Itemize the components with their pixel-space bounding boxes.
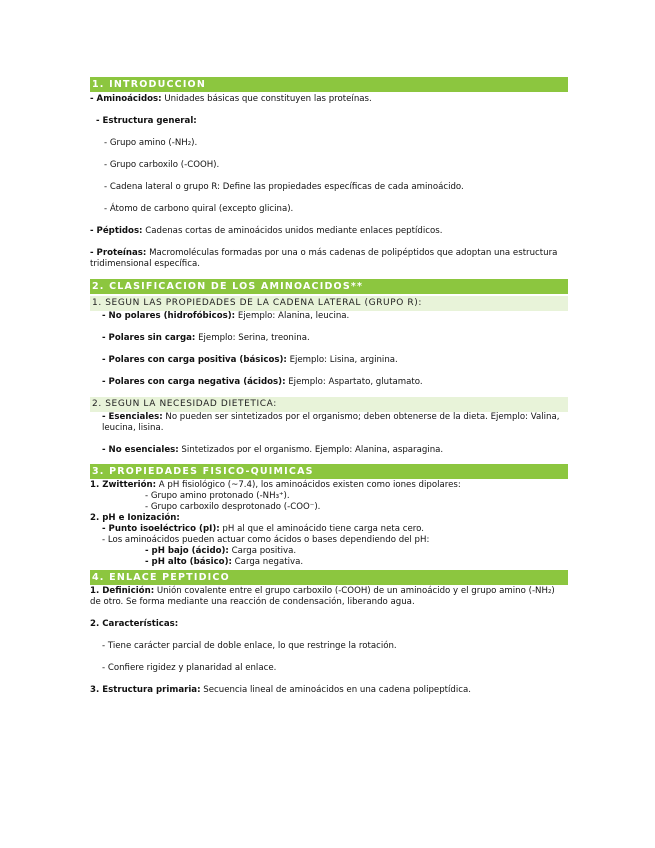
ph-bajo-line (90, 546, 568, 557)
list-item: - Átomo de carbono quiral (excepto glicina). (104, 204, 294, 214)
proteinas-label: - Proteínas: (90, 248, 147, 258)
estructura-general-label: - Estructura general: (96, 116, 197, 126)
zwitterion-line (90, 480, 568, 491)
proteinas-line (90, 248, 568, 270)
subsection-cadena-lateral: 1. SEGUN LAS PROPIEDADES DE LA CADENA LATERAL (GRUPO R): (90, 296, 568, 311)
section-title-clasificacion: 2. CLASIFICACION DE LOS AMINOACIDOS** (90, 279, 568, 294)
section-title-propiedades: 3. PROPIEDADES FISICO-QUIMICAS (90, 464, 568, 479)
zwitterion-text: A pH fisiológico (~7.4), los aminoácidos existen como iones dipolares: (156, 480, 461, 490)
subsection-necesidad-dietetica: 2. SEGUN LA NECESIDAD DIETETICA: (90, 397, 568, 412)
no-esenciales-text: Sintetizados por el organismo. Ejemplo: Alanina, asparagina. (178, 445, 444, 455)
no-esenciales-line (90, 445, 568, 456)
aminoacidos-text: Unidades básicas que constituyen las proteínas. (161, 94, 372, 104)
ph-alto-text: Carga negativa. (231, 557, 304, 567)
list-item: - Tiene carácter parcial de doble enlace, lo que restringe la rotación. (102, 641, 397, 651)
punto-isoelectrico-line (90, 524, 568, 535)
ph-alto-line (90, 557, 568, 568)
prop-label: - Polares con carga negativa (ácidos): (102, 377, 286, 387)
peptidos-text: Cadenas cortas de aminoácidos unidos mediante enlaces peptídicos. (142, 226, 443, 236)
no-esenciales-label: - No esenciales: (102, 445, 179, 455)
list-item: - Confiere rigidez y planaridad al enlace. (102, 663, 277, 673)
list-item: - Grupo amino (-NH₂). (104, 138, 198, 148)
esenciales-label: - Esenciales: (102, 412, 163, 422)
ph-bajo-text: Carga positiva. (228, 546, 297, 556)
prop-text: Ejemplo: Alanina, leucina. (235, 311, 350, 321)
aminoacidos-line (90, 94, 568, 105)
punto-isoelectrico-text: pH al que el aminoácido tiene carga neta cero. (219, 524, 424, 534)
section-title-introduccion: 1. INTRODUCCION (90, 77, 568, 92)
peptidos-line (90, 226, 568, 237)
list-item: - Grupo amino protonado (-NH₃⁺). (145, 491, 290, 501)
prop-label: - Polares sin carga: (102, 333, 196, 343)
esenciales-line (90, 412, 568, 434)
estructura-primaria-text: Secuencia lineal de aminoácidos en una cadena polipeptídica. (200, 685, 471, 695)
definicion-text: Unión covalente entre el grupo carboxilo (-COOH) de un aminoácido y el grupo amino (-NH₂) de otro. Se forma mediante una reacción de condensación, liberando agua. (90, 586, 555, 607)
ph-ionizacion-label: 2. pH e Ionización: (90, 513, 180, 523)
prop-line (90, 311, 568, 322)
ph-bajo-label: - pH bajo (ácido): (145, 546, 229, 556)
prop-text: Ejemplo: Serina, treonina. (195, 333, 310, 343)
prop-line (90, 355, 568, 366)
estructura-primaria-line (90, 685, 568, 696)
prop-line (90, 377, 568, 388)
ph-alto-label: - pH alto (básico): (145, 557, 232, 567)
prop-label: - No polares (hidrofóbicos): (102, 311, 236, 321)
punto-isoelectrico-label: - Punto isoeléctrico (pI): (102, 524, 220, 534)
section-title-enlace-peptidico: 4. ENLACE PEPTIDICO (90, 570, 568, 585)
prop-text: Ejemplo: Lisina, arginina. (286, 355, 398, 365)
caracteristicas-label: 2. Características: (90, 619, 179, 629)
document-page (90, 77, 568, 696)
list-item: - Grupo carboxilo desprotonado (-COO⁻). (145, 502, 321, 512)
prop-label: - Polares con carga positiva (básicos): (102, 355, 287, 365)
peptidos-label: - Péptidos: (90, 226, 143, 236)
list-item: - Los aminoácidos pueden actuar como ácidos o bases dependiendo del pH: (102, 535, 430, 545)
estructura-primaria-label: 3. Estructura primaria: (90, 685, 201, 695)
prop-line (90, 333, 568, 344)
aminoacidos-label: - Aminoácidos: (90, 94, 162, 104)
list-item: - Grupo carboxilo (-COOH). (104, 160, 220, 170)
definicion-line (90, 586, 568, 608)
proteinas-text: Macromoléculas formadas por una o más cadenas de polipéptidos que adoptan una estructura tridimensional específica. (90, 248, 558, 269)
definicion-label: 1. Definición: (90, 586, 155, 596)
prop-text: Ejemplo: Aspartato, glutamato. (285, 377, 423, 387)
esenciales-text: No pueden ser sintetizados por el organismo; deben obtenerse de la dieta. Ejemplo: Valina, leucina, lisina. (102, 412, 560, 433)
zwitterion-label: 1. Zwitterión: (90, 480, 157, 490)
list-item: - Cadena lateral o grupo R: Define las propiedades específicas de cada aminoácido. (104, 182, 464, 192)
